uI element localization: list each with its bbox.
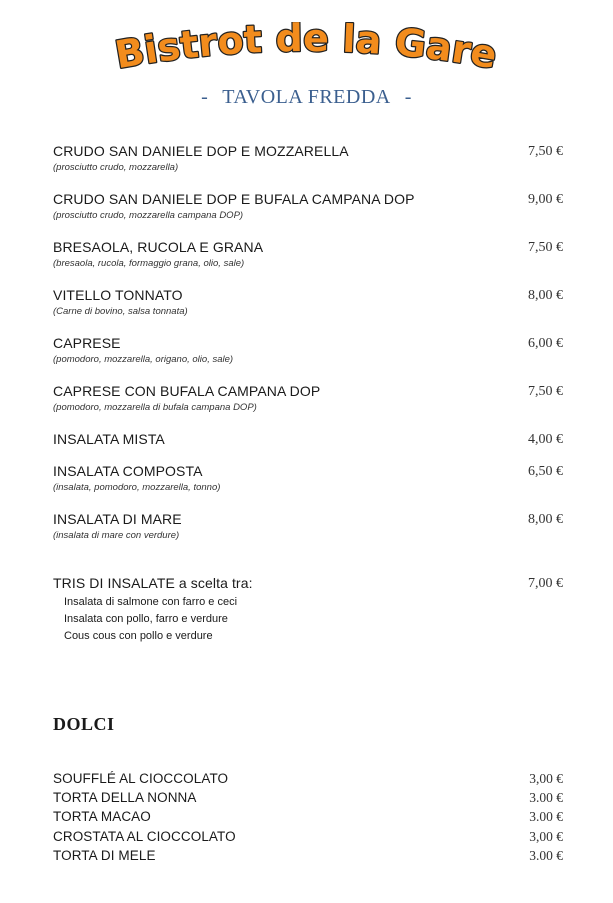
- menu-item-description: (Carne di bovino, salsa tonnata): [53, 306, 188, 317]
- menu-item-name: CAPRESE: [53, 335, 121, 351]
- menu-item-price: 8,00 €: [528, 288, 563, 303]
- section-title-tavola-fredda: [0, 86, 613, 109]
- logo-text-path: Bistrot de la Gare: [111, 22, 501, 78]
- menu-item-price: 6,50 €: [528, 464, 563, 479]
- menu-item-name: CAPRESE CON BUFALA CAMPANA DOP: [53, 383, 321, 399]
- dessert-item: [53, 847, 563, 864]
- menu-item: [53, 463, 563, 493]
- logo-text: [112, 22, 500, 77]
- dessert-price: 3.00 €: [529, 809, 563, 824]
- menu-item-price: 9,00 €: [528, 192, 563, 207]
- menu-item-tris: [53, 575, 563, 645]
- menu-item-description: (bresaola, rucola, formaggio grana, olio, sale): [53, 258, 245, 269]
- menu-item-price: 8,00 €: [528, 512, 563, 527]
- dessert-name: TORTA DI MELE: [53, 848, 156, 863]
- section-title-text: TAVOLA FREDDA: [222, 86, 391, 108]
- menu-item: [53, 383, 563, 413]
- menu-item-description: (pomodoro, mozzarella, origano, olio, sale): [53, 354, 234, 365]
- menu-item: [53, 335, 563, 365]
- menu-item-description: (insalata di mare con verdure): [53, 530, 180, 541]
- menu-item-price: 7,50 €: [528, 144, 563, 159]
- dessert-item: [53, 770, 563, 787]
- title-dash-right: -: [404, 86, 412, 108]
- dessert-price: 3,00 €: [529, 829, 563, 844]
- dessert-name: SOUFFLÉ AL CIOCCOLATO: [53, 771, 229, 786]
- section-title-dolci: DOLCI: [53, 714, 115, 734]
- menu-item: [53, 191, 563, 221]
- menu-item-price: 6,00 €: [528, 336, 563, 351]
- menu-item: [53, 143, 563, 173]
- menu-item: [53, 287, 563, 317]
- dessert-name: CROSTATA AL CIOCCOLATO: [53, 829, 236, 844]
- menu-item-name: CRUDO SAN DANIELE DOP E BUFALA CAMPANA DOP: [53, 191, 415, 207]
- dessert-item: [53, 808, 563, 825]
- dessert-price: 3.00 €: [529, 848, 563, 863]
- menu-item: [53, 431, 563, 448]
- menu-item-price: 7,50 €: [528, 240, 563, 255]
- logo-graphic: [0, 22, 613, 82]
- dessert-price: 3.00 €: [529, 790, 563, 805]
- menu-item: [53, 239, 563, 269]
- dessert-name: TORTA MACAO: [53, 809, 151, 824]
- menu-item: [53, 511, 563, 541]
- menu-item-description: (insalata, pomodoro, mozzarella, tonno): [53, 482, 221, 493]
- menu-item-name: INSALATA DI MARE: [53, 511, 182, 527]
- menu-item-name: BRESAOLA, RUCOLA E GRANA: [53, 239, 264, 255]
- menu-item-description: (prosciutto crudo, mozzarella): [53, 162, 179, 173]
- menu-item-name: INSALATA MISTA: [53, 431, 165, 447]
- menu-item-name: CRUDO SAN DANIELE DOP E MOZZARELLA: [53, 143, 349, 159]
- dessert-item: [53, 828, 563, 845]
- menu-item-name: INSALATA COMPOSTA: [53, 463, 203, 479]
- dessert-price: 3,00 €: [529, 771, 563, 786]
- menu-item-name: VITELLO TONNATO: [53, 287, 183, 303]
- dessert-name: TORTA DELLA NONNA: [53, 790, 197, 805]
- menu-item-description: (prosciutto crudo, mozzarella campana DOP): [53, 210, 244, 221]
- tris-options-list: [53, 594, 563, 645]
- menu-item-name: TRIS DI INSALATE a scelta tra:: [53, 575, 253, 591]
- tris-option: Insalata con pollo, farro e verdure: [64, 613, 228, 625]
- tris-option: Cous cous con pollo e verdure: [64, 630, 213, 642]
- dessert-item: [53, 789, 563, 806]
- menu-item-description: (pomodoro, mozzarella di bufala campana DOP): [53, 402, 257, 413]
- tris-option: Insalata di salmone con farro e ceci: [64, 596, 238, 608]
- title-dash-left: -: [201, 86, 209, 108]
- restaurant-logo: [0, 22, 613, 82]
- menu-item-price: 7,00 €: [528, 576, 563, 591]
- menu-item-price: 4,00 €: [528, 432, 563, 447]
- menu-item-price: 7,50 €: [528, 384, 563, 399]
